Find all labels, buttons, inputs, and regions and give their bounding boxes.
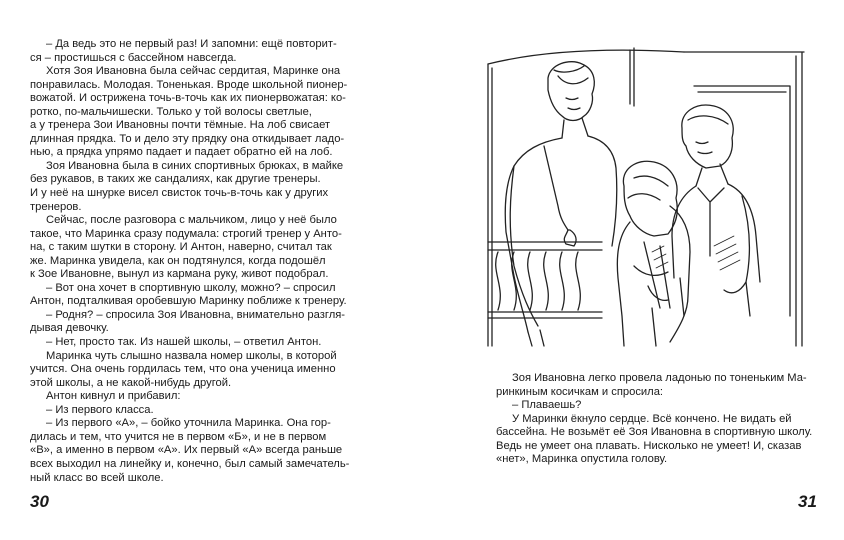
text-line: – Из первого «А», – бойко уточнила Маринка. Она гор-	[46, 417, 331, 430]
text-line: – Нет, просто так. Из нашей школы, – ответил Антон.	[46, 336, 322, 349]
text-line: понравилась. Молодая. Тоненькая. Вроде школьной пионер-	[30, 78, 348, 91]
illustration	[484, 46, 814, 354]
text-line: к Зое Ивановне, вынул из кармана руку, живот подобрал.	[30, 268, 329, 281]
text-line: – Вот она хочет в спортивную школу, можно? – спросил	[46, 281, 336, 294]
text-line: У Маринки ёкнуло сердце. Всё кончено. Не видать ей	[512, 412, 792, 425]
text-line: ринкиным косичкам и спросила:	[496, 385, 664, 398]
left-page-text	[30, 38, 392, 485]
paragraph	[496, 372, 813, 467]
text-line: тренеров.	[30, 200, 82, 213]
text-line: учится. Она очень гордилась тем, что она ученица именно	[30, 363, 336, 376]
text-line: – Да ведь это не первый раз! И запомни: ещё повторит-	[46, 38, 337, 50]
text-line: ся – простишься с бассейном навсегда.	[30, 51, 237, 64]
text-line: «В», а именно в первом «А». Их первый «А» всегда раньше	[30, 444, 343, 457]
text-line: Зоя Ивановна легко провела ладонью по тоненьким Ма-	[512, 372, 807, 384]
text-line: бассейна. Не возьмёт её Зоя Ивановна в спортивную школу.	[496, 426, 813, 439]
text-line: «нет», Маринка опустила голову.	[496, 453, 668, 466]
text-line: длинная прядка. То и дело эту прядку она откидывает ладо-	[30, 132, 345, 145]
text-line: ный класс во всей школе.	[30, 471, 164, 484]
text-line: – Плаваешь?	[512, 399, 582, 412]
text-line: такое, что Маринка сразу подумала: строгий тренер у Анто-	[30, 227, 342, 240]
text-line: этой школы, а не какой-нибудь другой.	[30, 376, 232, 389]
text-line: Ведь не умеет она плавать. Нисколько не умеет! И, сказав	[496, 439, 802, 452]
text-line: Антон, подталкивая оробевшую Маринку поближе к тренеру.	[30, 295, 347, 308]
page-number-right: 31	[798, 492, 817, 511]
text-line: И у неё на шнурке висел свисток точь-в-точь как у других	[30, 187, 329, 200]
text-line: Зоя Ивановна была в синих спортивных брюках, в майке	[46, 159, 344, 172]
text-line: Антон кивнул и прибавил:	[46, 390, 181, 403]
text-line: Хотя Зоя Ивановна была сейчас сердитая, Маринке она	[46, 65, 341, 78]
paragraph	[30, 38, 392, 485]
text-line: на, с таким шутки в сторону. И Антон, наверно, считал так	[30, 241, 332, 254]
text-line: а у тренера Зои Ивановны почти тёмные. На лоб свисает	[30, 119, 331, 132]
text-line: дывая девочку.	[30, 322, 109, 335]
text-line: – Родня? – спросила Зоя Ивановна, внимательно разгля-	[46, 308, 346, 321]
text-line: ротко, по-мальчишески. Только у той волосы светлые,	[30, 105, 312, 118]
text-line: же. Маринка увидела, как он подтянулся, когда подошёл	[30, 254, 326, 267]
text-line: – Из первого класса.	[46, 403, 154, 416]
text-line: Сейчас, после разговора с мальчиком, лицо у неё было	[46, 214, 337, 227]
right-page-text	[496, 372, 813, 467]
text-line: всех выходил на линейку и, конечно, был самый замечатель-	[30, 457, 350, 470]
text-line: Маринка чуть слышно назвала номер школы, в которой	[46, 349, 337, 362]
text-line: без рукавов, в таких же сандалиях, как другие тренеры.	[30, 173, 321, 186]
page-number-left: 30	[30, 492, 49, 511]
text-line: дилась и тем, что учится не в первом «Б», и не в первом	[30, 430, 327, 443]
text-line: вожатой. И острижена точь-в-точь как их пионервожатая: ко-	[30, 92, 346, 105]
text-line: нью, а прядка упрямо падает и падает обратно ей на лоб.	[30, 146, 333, 159]
